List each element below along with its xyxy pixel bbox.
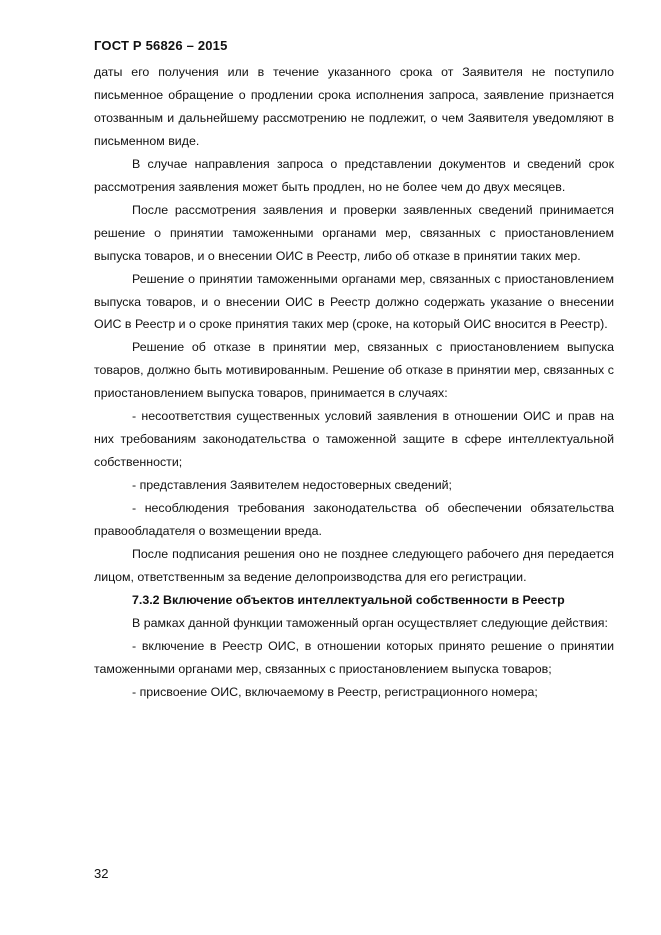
page-number: 32 [94, 866, 109, 881]
document-header: ГОСТ Р 56826 – 2015 [94, 38, 228, 53]
paragraph: В рамках данной функции таможенный орган осуществляет следующие действия: [132, 615, 608, 630]
document-body [94, 61, 614, 704]
list-item: - несоблюдения требования законодательства об обеспечении обязательства правообладателя о возмещении вреда. [94, 501, 614, 539]
list-item: - несоответствия существенных условий заявления в отношении ОИС и прав на них требованиям законодательства о таможенной защите в сфере интеллектуальной собственности; [94, 409, 614, 470]
list-item: - включение в Реестр ОИС, в отношении которых принято решение о принятии таможенными органами мер, связанных с приостановлением выпуска товаров; [94, 638, 614, 676]
list-item: - представления Заявителем недостоверных сведений; [132, 478, 452, 493]
paragraph: В случае направления запроса о представлении документов и сведений срок рассмотрения заявления может быть продлен, но не более чем до двух месяцев. [94, 156, 614, 194]
paragraph: После подписания решения оно не позднее следующего рабочего дня передается лицом, ответственным за ведение делопроизводства для его регистрации. [94, 547, 614, 584]
paragraph: Решение об отказе в принятии мер, связанных с приостановлением выпуска товаров, должно быть мотивированным. Решение об отказе в принятии мер, связанных с приостановлением выпуска товаров, принимается в случаях: [94, 340, 614, 401]
paragraph: Решение о принятии таможенными органами мер, связанных с приостановлением выпуска товаров, и о внесении ОИС в Реестр должно содержать указание о внесении ОИС в Реестр и о сроке принятия таких мер (сроке, на который ОИС вносится в Реестр). [94, 271, 614, 332]
paragraph: После рассмотрения заявления и проверки заявленных сведений принимается решение о принятии таможенными органами мер, связанных с приостановлением выпуска товаров, и о внесении ОИС в Реестр, либо об отказе в принятии таких мер. [94, 202, 614, 263]
section-heading: 7.3.2 Включение объектов интеллектуальной собственности в Реестр [132, 592, 565, 607]
list-item: - присвоение ОИС, включаемому в Реестр, регистрационного номера; [132, 684, 538, 699]
paragraph: даты его получения или в течение указанного срока от Заявителя не поступило письменное обращение о продлении срока исполнения запроса, заявление признается отозванным и дальнейшему рассмотрению не подлежит, о чем Заявителя уведомляют в письменном виде. [94, 65, 614, 148]
